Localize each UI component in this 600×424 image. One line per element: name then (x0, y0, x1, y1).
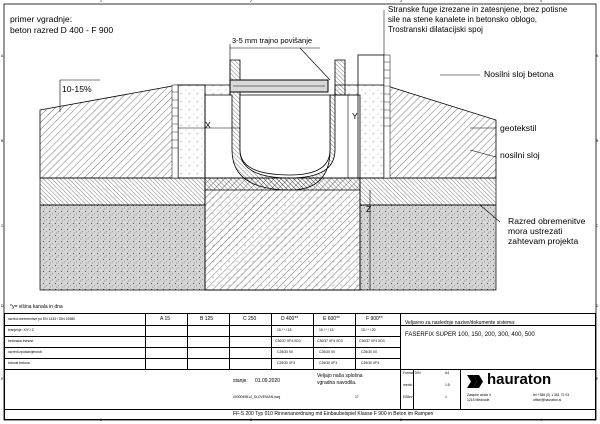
row2-d400: 15 / * / 15 (277, 328, 292, 332)
row3-f900: C30/37 XF4 XD3 (359, 339, 385, 343)
contact-line-2: office@hauraton.si (533, 398, 562, 402)
gap-label: 3-5 mm trajno povišanje (232, 36, 313, 45)
class-a15: A 15 (160, 316, 171, 322)
row3-label: betonska trdnost (8, 339, 34, 343)
row3-d400: C30/37 XF4 XD3 (275, 339, 301, 343)
load-class-label: razred obremenitve po EN 1433 / DIN 19580 (8, 317, 76, 321)
page-number: 1 (445, 395, 447, 399)
address-line-2: 1215 Medvode (467, 398, 490, 402)
class-b125: B 125 (200, 316, 214, 322)
frame-mark-top-1: 1 (100, 0, 102, 3)
class-e600: E 600** (323, 316, 340, 322)
row5-label: trdnost betona (8, 361, 30, 365)
frame-mark-bottom-2: 2 (250, 418, 252, 422)
row5-d400: C25/30 XF3 (277, 361, 296, 365)
frame-mark-right-e: E (596, 377, 599, 381)
soil-class-callout-line-2: mora ustrezati (508, 226, 563, 236)
example-title: primer vgradnje: (10, 14, 73, 24)
class-c250: C 250 (243, 316, 257, 322)
title-block (4, 313, 599, 420)
joint-note-line-1: Stranske fuge izrezane in zatesnjene, brez potisne (388, 5, 568, 14)
row5-f900: C25/30 XF3 (361, 361, 380, 365)
right-joint (384, 55, 390, 178)
example-subtitle: beton razred D 400 - F 900 (10, 25, 114, 35)
frame-mark-right-a: A (596, 54, 599, 58)
hauraton-logo-icon (467, 375, 483, 388)
frame-mark-left-c: C (1, 224, 4, 228)
sheet-number: 17 (355, 395, 359, 399)
scale-label: merilo (403, 383, 413, 387)
dim-z-label: Z (366, 204, 372, 214)
soil-class-callout-line-3: zahtevam projekta (508, 236, 579, 246)
geotextile-callout: geotekstil (500, 123, 537, 133)
footnote: *y= višina kanala in dna (10, 304, 63, 310)
dim-x-label: X (205, 120, 211, 130)
right-slab (384, 85, 496, 178)
row4-label: razred izpostavljenosti (8, 350, 42, 354)
row3-e600: C30/37 XF4 XD3 (317, 339, 343, 343)
class-f900: F 900** (366, 316, 383, 322)
dim-y-label: Y (352, 111, 358, 121)
sheet-size-label: Format DIN (403, 371, 421, 375)
row2-e600: 15 / * / 15 (319, 328, 334, 332)
applies-label: Veljavno za naslednje nazive/dokumente sistema: (405, 320, 516, 326)
frame-mark-left-b: B (1, 139, 4, 143)
foundation-block (205, 178, 360, 290)
left-joint (172, 85, 178, 178)
drawing-number: 0000049814_SLOVENIAN.dwg (233, 395, 281, 399)
frame-mark-top-4: 4 (540, 0, 542, 3)
frame-mark-right-d: D (596, 304, 599, 308)
joint-note-line-2: sile na stene kanalete in betonsko oblogo, (388, 15, 537, 24)
frame-mark-top-2: 2 (250, 0, 252, 3)
slope-label: 10-15% (62, 84, 92, 94)
row2-label: tesnjenje: X/Y / Z (8, 328, 34, 332)
date-value: 01.09.2020 (255, 378, 281, 384)
scale: 1:5 (445, 383, 450, 387)
frame-mark-bottom-4: 4 (540, 418, 542, 422)
frame-mark-top-3: 3 (400, 0, 402, 3)
row4-f900: C25/30 X0 (361, 350, 378, 354)
validity-note-line-2: vgradna navodila. (317, 380, 357, 386)
row4-e600: C25/30 X0 (319, 350, 336, 354)
address-line-1: Zasipče cesta 4 (467, 393, 491, 397)
concrete-layer-callout: Nosilni sloj betona (484, 69, 554, 79)
drawing-caption: FF-S 200 Typ 010 Rinnenanordnung mit Einbaubeispiel Klasse F 900 in Beton im Rampen (233, 411, 434, 417)
joint-note-line-3: Trostranski dilatacijski spoj (388, 25, 483, 34)
frame-mark-bottom-1: 1 (100, 418, 102, 422)
brand-name: hauraton (487, 371, 552, 388)
frame-mark-left-a: A (1, 54, 4, 58)
validity-note-line-1: Veljajo naša splošna (317, 373, 363, 379)
frame-mark-bottom-3: 3 (400, 418, 402, 422)
row5-e600: C25/30 XF3 (319, 361, 338, 365)
revision: E08ev (403, 395, 413, 399)
frame-mark-left-d: D (1, 304, 4, 308)
sheet-size: A4 (445, 371, 450, 375)
date-label: stanje: (233, 378, 248, 384)
left-slab (40, 85, 178, 178)
product-list: FASERFIX SUPER 100, 150, 200, 300, 400, 500 (405, 332, 535, 338)
contact-line-1: tel +386 (0) 1 361 72 03 (533, 393, 570, 397)
channel-interior (240, 95, 330, 175)
row4-d400: C25/30 X0 (277, 350, 294, 354)
soil-class-callout-line-1: Razred obremenitve (508, 216, 586, 226)
frame-mark-right-b: B (596, 139, 599, 143)
row2-f900: 15 / * / 20 (361, 328, 376, 332)
frame-mark-right-c: C (596, 224, 599, 228)
class-d400: D 400** (281, 316, 299, 322)
frame-mark-left-e: E (1, 377, 4, 381)
base-layer-callout: nosilni sloj (500, 150, 540, 160)
